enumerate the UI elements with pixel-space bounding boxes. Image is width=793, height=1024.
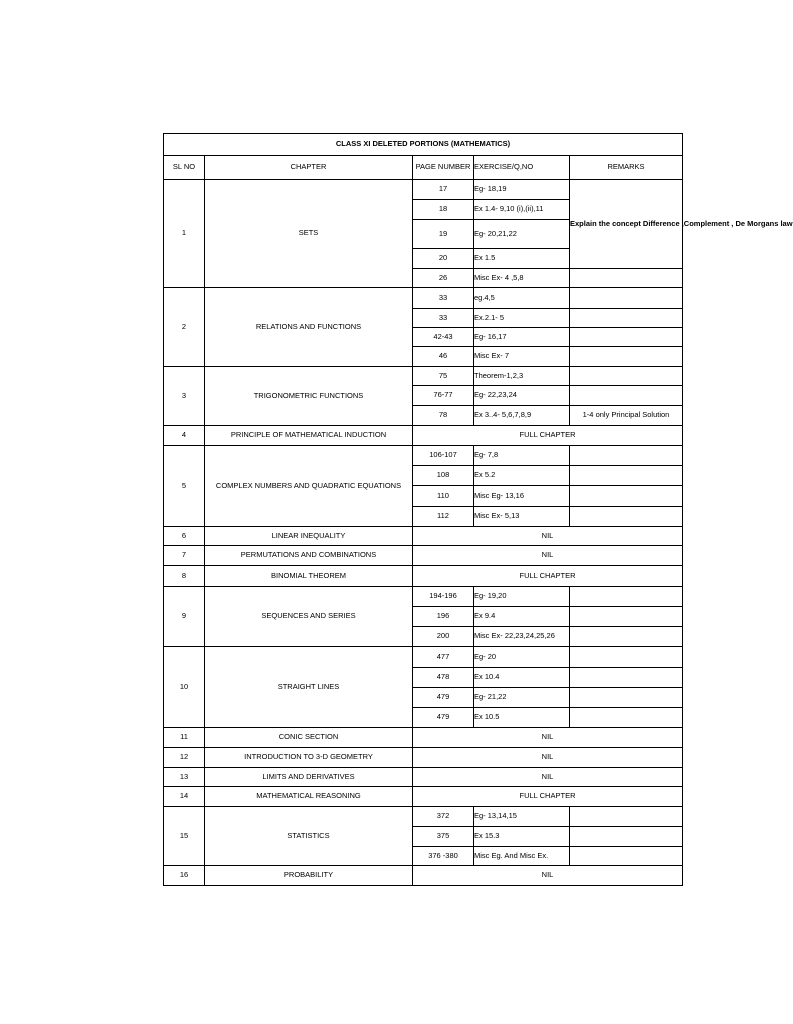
page-number-cell: 46 (413, 347, 474, 367)
remarks-cell (570, 367, 683, 386)
exercise-cell: Ex 1.5 (474, 249, 570, 269)
remarks-cell (570, 507, 683, 527)
full-chapter-status: FULL CHAPTER (413, 787, 683, 807)
table-row (164, 546, 683, 566)
sl-no-cell: 8 (164, 566, 205, 587)
remarks-cell (570, 486, 683, 507)
table-row (164, 768, 683, 787)
page-number-cell: 200 (413, 627, 474, 647)
page-number-cell: 42-43 (413, 328, 474, 347)
chapter-cell: MATHEMATICAL REASONING (205, 787, 413, 807)
chapter-cell: LIMITS AND DERIVATIVES (205, 768, 413, 787)
exercise-cell: Theorem-1,2,3 (474, 367, 570, 386)
page-number-cell: 106-107 (413, 446, 474, 466)
table-row (164, 866, 683, 886)
table-row (164, 288, 683, 309)
chapter-cell: SEQUENCES AND SERIES (205, 587, 413, 647)
chapter-cell: BINOMIAL THEOREM (205, 566, 413, 587)
page-number-cell: 33 (413, 309, 474, 328)
sl-no-cell: 16 (164, 866, 205, 886)
table-body (164, 134, 793, 886)
table-row (164, 426, 683, 446)
table-row (164, 787, 683, 807)
header-page-number: PAGE NUMBER (413, 156, 474, 180)
page-title: CLASS XI DELETED PORTIONS (MATHEMATICS) (164, 134, 683, 156)
full-chapter-status: FULL CHAPTER (413, 426, 683, 446)
header-row (164, 156, 683, 180)
exercise-cell: Eg- 16,17 (474, 328, 570, 347)
exercise-cell: Ex 9.4 (474, 607, 570, 627)
chapter-cell: COMPLEX NUMBERS AND QUADRATIC EQUATIONS (205, 446, 413, 527)
exercise-cell: Eg- 18,19 (474, 180, 570, 200)
page-number-cell: 75 (413, 367, 474, 386)
chapter-cell: PROBABILITY (205, 866, 413, 886)
page-number-cell: 477 (413, 647, 474, 668)
remarks-cell (570, 607, 683, 627)
remarks-cell (570, 708, 683, 728)
chapter-cell: PERMUTATIONS AND COMBINATIONS (205, 546, 413, 566)
page-number-cell: 478 (413, 668, 474, 688)
sl-no-cell: 5 (164, 446, 205, 527)
table-row (164, 446, 683, 466)
page-number-cell: 112 (413, 507, 474, 527)
page-number-cell: 76-77 (413, 386, 474, 406)
remarks-cell: 1-4 only Principal Solution (570, 406, 683, 426)
remarks-cell (570, 627, 683, 647)
page-number-cell: 375 (413, 827, 474, 847)
exercise-cell: Misc Eg. And Misc Ex. (474, 847, 570, 866)
full-chapter-status: NIL (413, 527, 683, 546)
remarks-cell (570, 309, 683, 328)
table-row (164, 647, 683, 668)
remarks-cell (570, 466, 683, 486)
chapter-cell: CONIC SECTION (205, 728, 413, 748)
chapter-cell: LINEAR INEQUALITY (205, 527, 413, 546)
exercise-cell: Misc Ex- 22,23,24,25,26 (474, 627, 570, 647)
page-number-cell: 78 (413, 406, 474, 426)
remarks-cell (570, 347, 683, 367)
deleted-portions-table (163, 133, 793, 886)
sl-no-cell: 12 (164, 748, 205, 768)
page-number-cell: 194-196 (413, 587, 474, 607)
page-number-cell: 479 (413, 688, 474, 708)
remarks-cell (570, 269, 683, 288)
remarks-cell (570, 688, 683, 708)
full-chapter-status: NIL (413, 866, 683, 886)
title-row (164, 134, 683, 156)
table-row (164, 748, 683, 768)
sl-no-cell: 11 (164, 728, 205, 748)
exercise-cell: Misc Eg- 13,16 (474, 486, 570, 507)
page-number-cell: 196 (413, 607, 474, 627)
sl-no-cell: 4 (164, 426, 205, 446)
page-number-cell: 108 (413, 466, 474, 486)
remarks-cell (570, 446, 683, 466)
remarks-cell (570, 807, 683, 827)
chapter-cell: STRAIGHT LINES (205, 647, 413, 728)
chapter-cell: STATISTICS (205, 807, 413, 866)
header-sl-no: SL NO (164, 156, 205, 180)
exercise-cell: Ex 15.3 (474, 827, 570, 847)
exercise-cell: Eg- 21,22 (474, 688, 570, 708)
chapter-cell: RELATIONS AND FUNCTIONS (205, 288, 413, 367)
exercise-cell: Eg- 7,8 (474, 446, 570, 466)
remarks-cell (570, 647, 683, 668)
remarks-cell (570, 288, 683, 309)
remarks-cell (570, 587, 683, 607)
page-number-cell: 479 (413, 708, 474, 728)
chapter-cell: INTRODUCTION TO 3-D GEOMETRY (205, 748, 413, 768)
exercise-cell: Eg- 22,23,24 (474, 386, 570, 406)
remarks-cell (570, 668, 683, 688)
exercise-cell: Ex 3..4- 5,6,7,8,9 (474, 406, 570, 426)
exercise-cell: Eg- 13,14,15 (474, 807, 570, 827)
page-number-cell: 18 (413, 200, 474, 220)
sl-no-cell: 2 (164, 288, 205, 367)
exercise-cell: Eg- 19,20 (474, 587, 570, 607)
full-chapter-status: NIL (413, 748, 683, 768)
full-chapter-status: NIL (413, 768, 683, 787)
exercise-cell: eg.4,5 (474, 288, 570, 309)
full-chapter-status: NIL (413, 546, 683, 566)
exercise-cell: Eg- 20,21,22 (474, 220, 570, 249)
remarks-cell (570, 386, 683, 406)
header-chapter: CHAPTER (205, 156, 413, 180)
exercise-cell: Ex 5.2 (474, 466, 570, 486)
chapter-cell: PRINCIPLE OF MATHEMATICAL INDUCTION (205, 426, 413, 446)
table-row (164, 807, 683, 827)
table-row (164, 180, 683, 200)
table-row (164, 728, 683, 748)
table-row (164, 587, 683, 607)
sl-no-cell: 3 (164, 367, 205, 426)
remarks-cell (570, 827, 683, 847)
exercise-cell: Ex 10.5 (474, 708, 570, 728)
exercise-cell: Misc Ex- 4 ,5,8 (474, 269, 570, 288)
table-row (164, 566, 683, 587)
chapter-cell: TRIGONOMETRIC FUNCTIONS (205, 367, 413, 426)
exercise-cell: Misc Ex- 5,13 (474, 507, 570, 527)
exercise-cell: Ex 10.4 (474, 668, 570, 688)
header-remarks: REMARKS (570, 156, 683, 180)
sl-no-cell: 10 (164, 647, 205, 728)
exercise-cell: Ex 1.4- 9,10 (i),(ii),11 (474, 200, 570, 220)
page-number-cell: 372 (413, 807, 474, 827)
page-number-cell: 110 (413, 486, 474, 507)
page-number-cell: 19 (413, 220, 474, 249)
full-chapter-status: NIL (413, 728, 683, 748)
exercise-cell: Misc Ex- 7 (474, 347, 570, 367)
page-number-cell: 26 (413, 269, 474, 288)
page-number-cell: 33 (413, 288, 474, 309)
sl-no-cell: 13 (164, 768, 205, 787)
page-number-cell: 376 -380 (413, 847, 474, 866)
remarks-cell: Explain the concept Difference ,Complement , De Morgans law (570, 180, 683, 269)
remarks-cell (570, 328, 683, 347)
sl-no-cell: 6 (164, 527, 205, 546)
full-chapter-status: FULL CHAPTER (413, 566, 683, 587)
page-number-cell: 17 (413, 180, 474, 200)
sl-no-cell: 14 (164, 787, 205, 807)
exercise-cell: Ex.2.1- 5 (474, 309, 570, 328)
chapter-cell: SETS (205, 180, 413, 288)
page-number-cell: 20 (413, 249, 474, 269)
table-row (164, 367, 683, 386)
exercise-cell: Eg- 20 (474, 647, 570, 668)
remarks-cell (570, 847, 683, 866)
sl-no-cell: 7 (164, 546, 205, 566)
table-row (164, 527, 683, 546)
sl-no-cell: 9 (164, 587, 205, 647)
sl-no-cell: 1 (164, 180, 205, 288)
sl-no-cell: 15 (164, 807, 205, 866)
header-exercise: EXERCISE/Q,NO (474, 156, 570, 180)
